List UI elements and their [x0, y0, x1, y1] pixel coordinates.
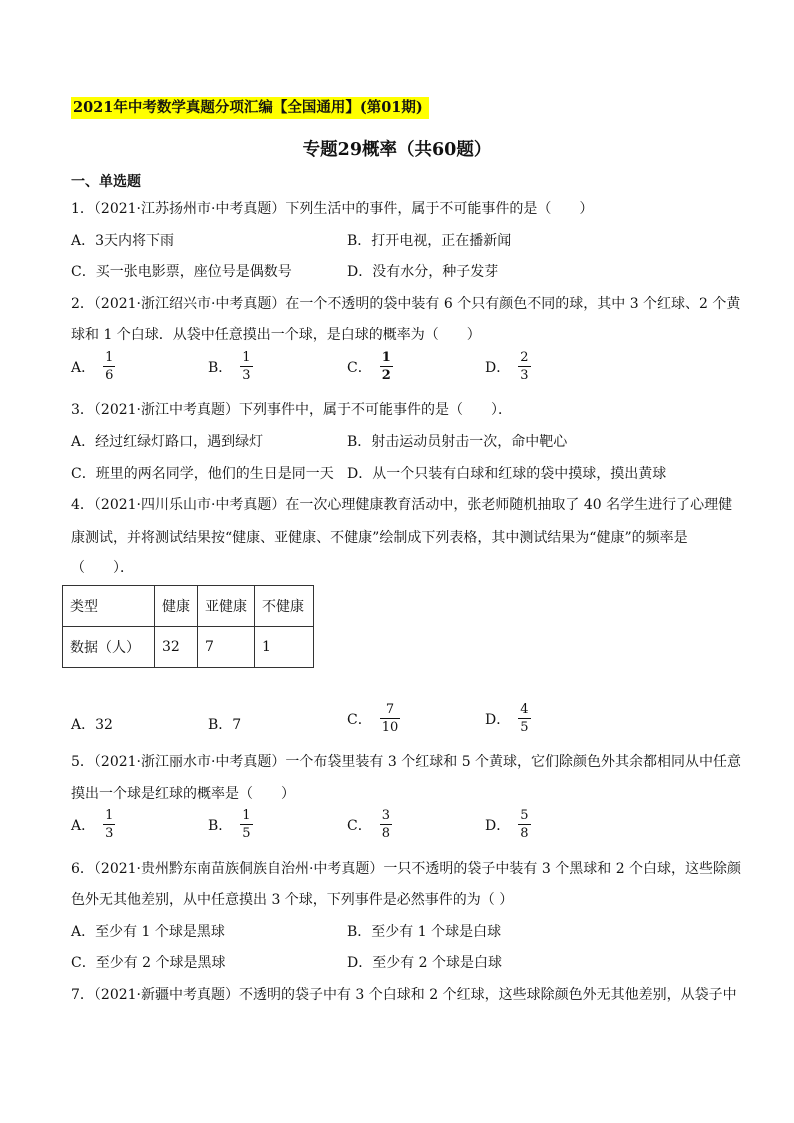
question-1-option-b: B．打开电视，正在播新闻 [347, 233, 512, 249]
option-label: C． [347, 711, 372, 728]
fraction: $\frac{7}{10}$ [381, 702, 399, 735]
question-5-option-d [485, 809, 531, 840]
question-2-option-c [347, 351, 393, 382]
fraction: $\frac{1}{2}$ [381, 350, 391, 383]
fraction: $\frac{2}{3}$ [520, 350, 529, 383]
question-3-option-d: D．从一个只装有白球和红球的袋中摸球，摸出黄球 [347, 466, 667, 482]
fraction: $\frac{4}{5}$ [520, 702, 529, 735]
table-row [63, 586, 314, 627]
fraction: $\frac{1}{6}$ [105, 350, 114, 383]
fraction: $\frac{1}{3}$ [105, 808, 114, 841]
table-cell: 1 [255, 627, 314, 668]
option-label: D． [485, 817, 511, 834]
fraction: $\frac{5}{8}$ [520, 808, 529, 841]
fraction: $\frac{3}{8}$ [381, 808, 390, 841]
question-4-option-b: B．7 [208, 717, 242, 733]
option-label: D． [485, 711, 511, 728]
option-label: D． [485, 359, 511, 376]
series-banner: 2021年中考数学真题分项汇编【全国通用】(第01期) [71, 97, 429, 119]
question-3-text: 3．（2021·浙江中考真题）下列事件中，属于不可能事件的是（ ）． [71, 402, 512, 418]
table-cell: 32 [155, 627, 198, 668]
table-cell: 数据（人） [63, 627, 155, 668]
question-6-text-line-1: 6．（2021·贵州黔东南苗族侗族自治州·中考真题）一只不透明的袋子中装有 3 个黑球和 2 个白球，这些除颜 [71, 861, 742, 877]
table-header-cell: 类型 [63, 586, 155, 627]
question-4-text-line-3: （ ）． [71, 560, 134, 576]
fraction: $\frac{1}{3}$ [242, 350, 251, 383]
question-4-text-line-2: 康测试，并将测试结果按“健康、亚健康、不健康”绘制成下列表格，其中测试结果为“健康”的频率是 [71, 530, 688, 546]
question-5-option-a [71, 809, 115, 840]
question-1-option-d: D．没有水分，种子发芽 [347, 264, 499, 280]
table-row [63, 627, 314, 668]
option-label: C． [347, 817, 372, 834]
question-5-option-b [208, 809, 253, 840]
question-3-option-a: A．经过红绿灯路口，遇到绿灯 [71, 434, 264, 450]
data-table [62, 585, 314, 668]
question-3-option-b: B．射击运动员射击一次，命中靶心 [347, 434, 568, 450]
question-2-option-b [208, 351, 253, 382]
question-5-text-line-2: 摸出一个球是红球的概率是（ ） [71, 786, 295, 802]
table-header-cell: 亚健康 [198, 586, 255, 627]
question-5-text-line-1: 5．（2021·浙江丽水市·中考真题）一个布袋里装有 3 个红球和 5 个黄球，它们除颜色外其余都相同从中任意 [71, 754, 742, 770]
question-4-text-line-1: 4．（2021·四川乐山市·中考真题）在一次心理健康教育活动中，张老师随机抽取了 40 名学生进行了心理健 [71, 497, 733, 513]
question-6-option-a: A．至少有 1 个球是黑球 [71, 924, 225, 940]
question-3-option-c: C．班里的两名同学，他们的生日是同一天 [71, 466, 334, 482]
question-1-option-c: C．买一张电影票，座位号是偶数号 [71, 264, 292, 280]
table-cell: 7 [198, 627, 255, 668]
question-2-text-line-1: 2．（2021·浙江绍兴市·中考真题）在一个不透明的袋中装有 6 个只有颜色不同的球，其中 3 个红球、2 个黄 [71, 296, 741, 312]
question-2-option-d [485, 351, 531, 382]
fraction: $\frac{1}{5}$ [242, 808, 251, 841]
option-label: B． [208, 359, 233, 376]
option-label: C． [347, 359, 372, 376]
option-label: A． [71, 359, 96, 376]
table-header-cell: 不健康 [255, 586, 314, 627]
question-6-option-b: B．至少有 1 个球是白球 [347, 924, 502, 940]
question-4-option-d [485, 703, 531, 734]
question-6-option-d: D．至少有 2 个球是白球 [347, 955, 503, 971]
question-5-option-c [347, 809, 392, 840]
question-7-text: 7．（2021·新疆中考真题）不透明的袋子中有 3 个白球和 2 个红球，这些球除颜色外无其他差别，从袋子中 [71, 987, 737, 1003]
page-title: 专题29概率（共60题） [302, 140, 492, 160]
option-label: B． [208, 817, 233, 834]
table-header-cell: 健康 [155, 586, 198, 627]
question-4-option-c [347, 703, 400, 734]
option-label: A． [71, 817, 96, 834]
question-2-text-line-2: 球和 1 个白球．从袋中任意摸出一个球，是白球的概率为（ ） [71, 327, 481, 343]
question-6-text-line-2: 色外无其他差别，从中任意摸出 3 个球，下列事件是必然事件的为（ ） [71, 892, 514, 908]
question-2-option-a [71, 351, 115, 382]
question-6-option-c: C．至少有 2 个球是黑球 [71, 955, 226, 971]
question-1-option-a: A．3天内将下雨 [71, 233, 175, 249]
question-4-option-a: A．32 [71, 717, 113, 733]
section-heading: 一、单选题 [71, 174, 141, 190]
question-1-text: 1．（2021·江苏扬州市·中考真题）下列生活中的事件，属于不可能事件的是（ ） [71, 201, 594, 217]
